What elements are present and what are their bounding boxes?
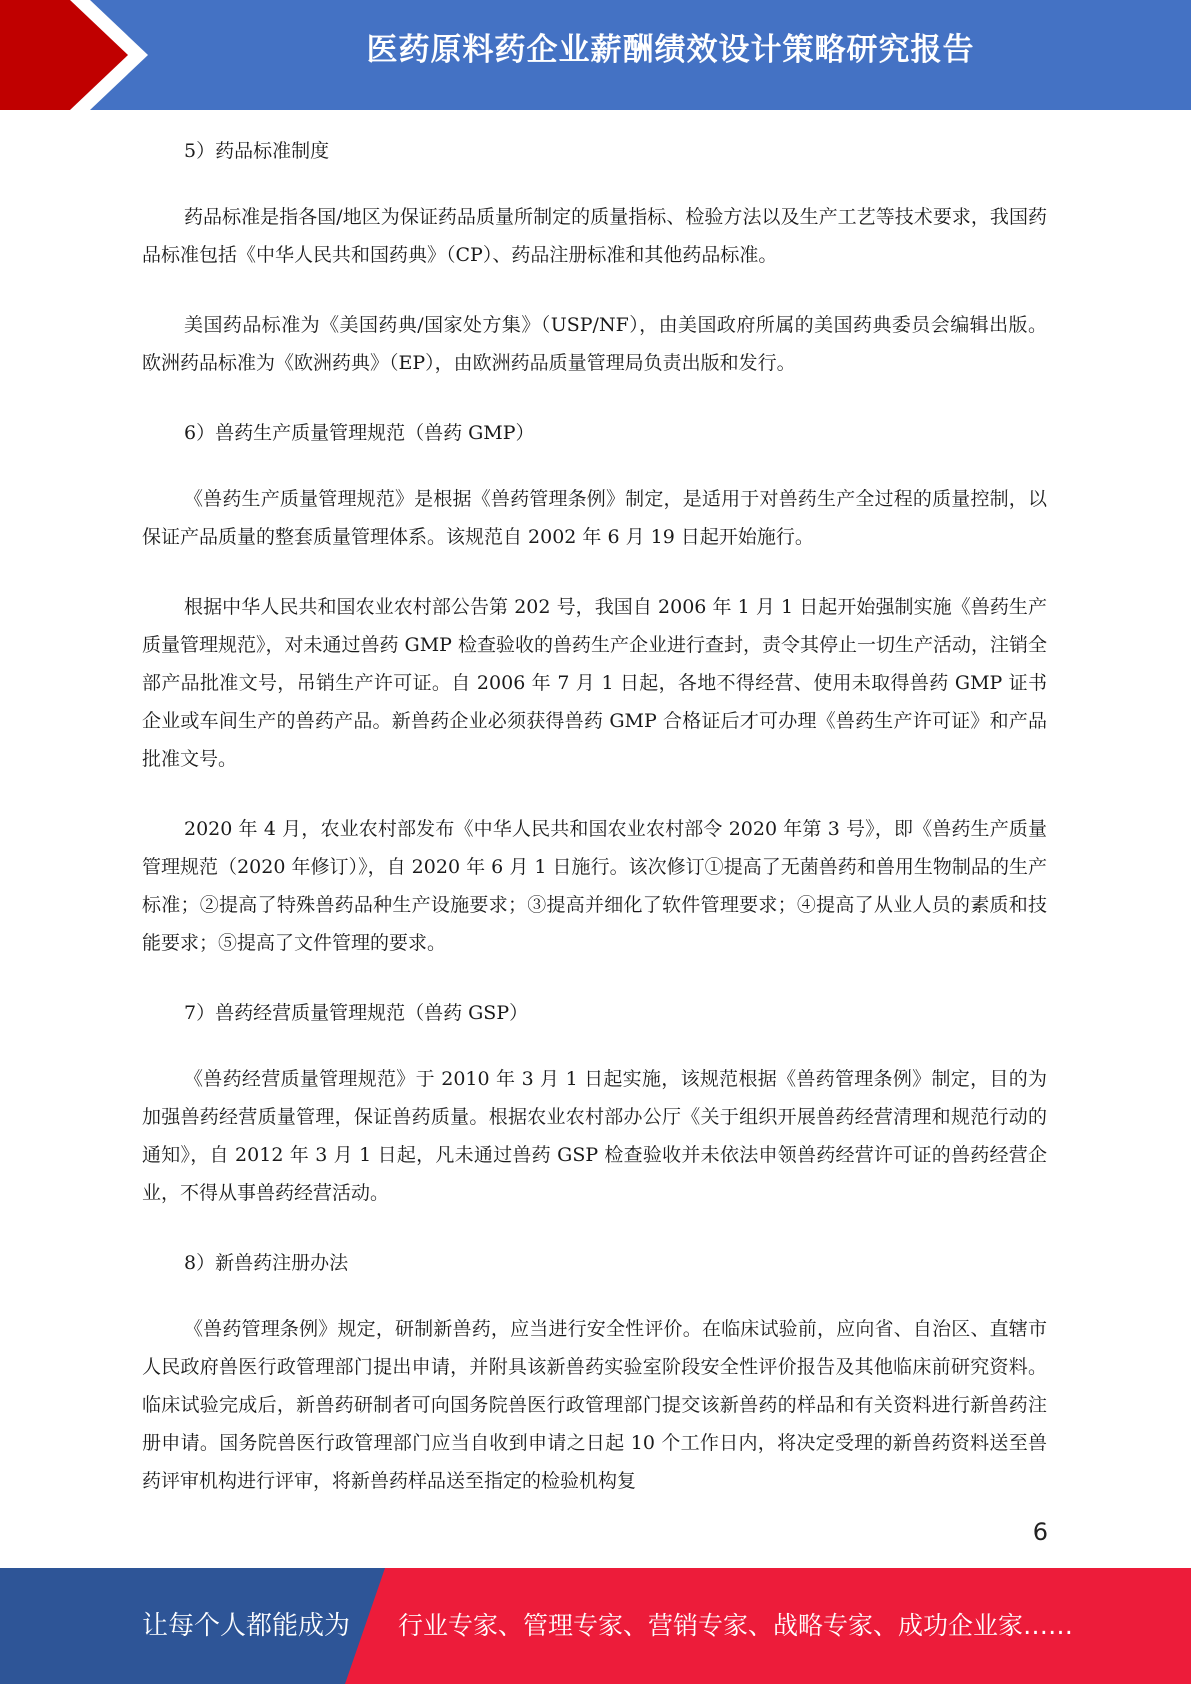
footer-slogan-right: 行业专家、管理专家、营销专家、战略专家、成功企业家…… [398, 1611, 1074, 1640]
document-body [142, 132, 1047, 1532]
red-arrow-decoration [0, 0, 160, 110]
page-number: 6 [1032, 1518, 1048, 1546]
paragraph: 美国药品标准为《美国药典/国家处方集》（USP/NF），由美国政府所属的美国药典委员会编辑出版。欧洲药品标准为《欧洲药典》（EP），由欧洲药品质量管理局负责出版和发行。 [142, 314, 1047, 374]
paragraph: 《兽药管理条例》规定，研制新兽药，应当进行安全性评价。在临床试验前，应向省、自治区、直辖市人民政府兽医行政管理部门提出申请，并附具该新兽药实验室阶段安全性评价报告及其他临床前研究资料。临床试验完成后，新兽药研制者可向国务院兽医行政管理部门提交该新兽药的样品和有关资料进行新兽药注册申请。国务院兽医行政管理部门应当自收到申请之日起 10 个工作日内，将决定受理的新兽药资料送至兽药评审机构进行评审，将新兽药样品送至指定的检验机构复 [142, 1318, 1047, 1492]
footer-slogan-left: 让每个人都能成为 [142, 1611, 351, 1641]
report-title: 医药原料药企业薪酬绩效设计策略研究报告 [366, 32, 975, 68]
paragraph: 根据中华人民共和国农业农村部公告第 202 号，我国自 2006 年 1 月 1 日起开始强制实施《兽药生产质量管理规范》，对未通过兽药 GMP 检查验收的兽药生产企业进行查封，责令其停止一切生产活动，注销全部产品批准文号，吊销生产许可证。自 2006 年 7 月 1 日起，各地不得经营、使用未取得兽药 GMP 证书企业或车间生产的兽药产品。新兽药企业必须获得兽药 GMP 合格证后才可办理《兽药生产许可证》和产品批准文号。 [142, 596, 1047, 770]
paragraph: 《兽药经营质量管理规范》于 2010 年 3 月 1 日起实施，该规范根据《兽药管理条例》制定，目的为加强兽药经营质量管理，保证兽药质量。根据农业农村部办公厅《关于组织开展兽药经营清理和规范行动的通知》，自 2012 年 3 月 1 日起，凡未通过兽药 GSP 检查验收并未依法申领兽药经营许可证的兽药经营企业，不得从事兽药经营活动。 [142, 1068, 1047, 1204]
section-heading-5: 5）药品标准制度 [184, 140, 330, 162]
section-heading-8: 8）新兽药注册办法 [184, 1252, 349, 1274]
paragraph: 2020 年 4 月，农业农村部发布《中华人民共和国农业农村部令 2020 年第 3 号》，即《兽药生产质量管理规范（2020 年修订）》，自 2020 年 6 月 1 日施行。该次修订①提高了无菌兽药和兽用生物制品的生产标准；②提高了特殊兽药品种生产设施要求；③提高并细化了软件管理要求；④提高了从业人员的素质和技能要求；⑤提高了文件管理的要求。 [142, 818, 1047, 954]
section-heading-7: 7）兽药经营质量管理规范（兽药 GSP） [184, 1002, 529, 1024]
paragraph: 药品标准是指各国/地区为保证药品质量所制定的质量指标、检验方法以及生产工艺等技术要求，我国药品标准包括《中华人民共和国药典》（CP）、药品注册标准和其他药品标准。 [142, 206, 1047, 266]
section-heading-6: 6）兽药生产质量管理规范（兽药 GMP） [184, 422, 535, 444]
paragraph: 《兽药生产质量管理规范》是根据《兽药管理条例》制定，是适用于对兽药生产全过程的质量控制，以保证产品质量的整套质量管理体系。该规范自 2002 年 6 月 19 日起开始施行。 [142, 488, 1047, 548]
page-header [0, 0, 1191, 110]
page-footer [0, 1568, 1191, 1684]
